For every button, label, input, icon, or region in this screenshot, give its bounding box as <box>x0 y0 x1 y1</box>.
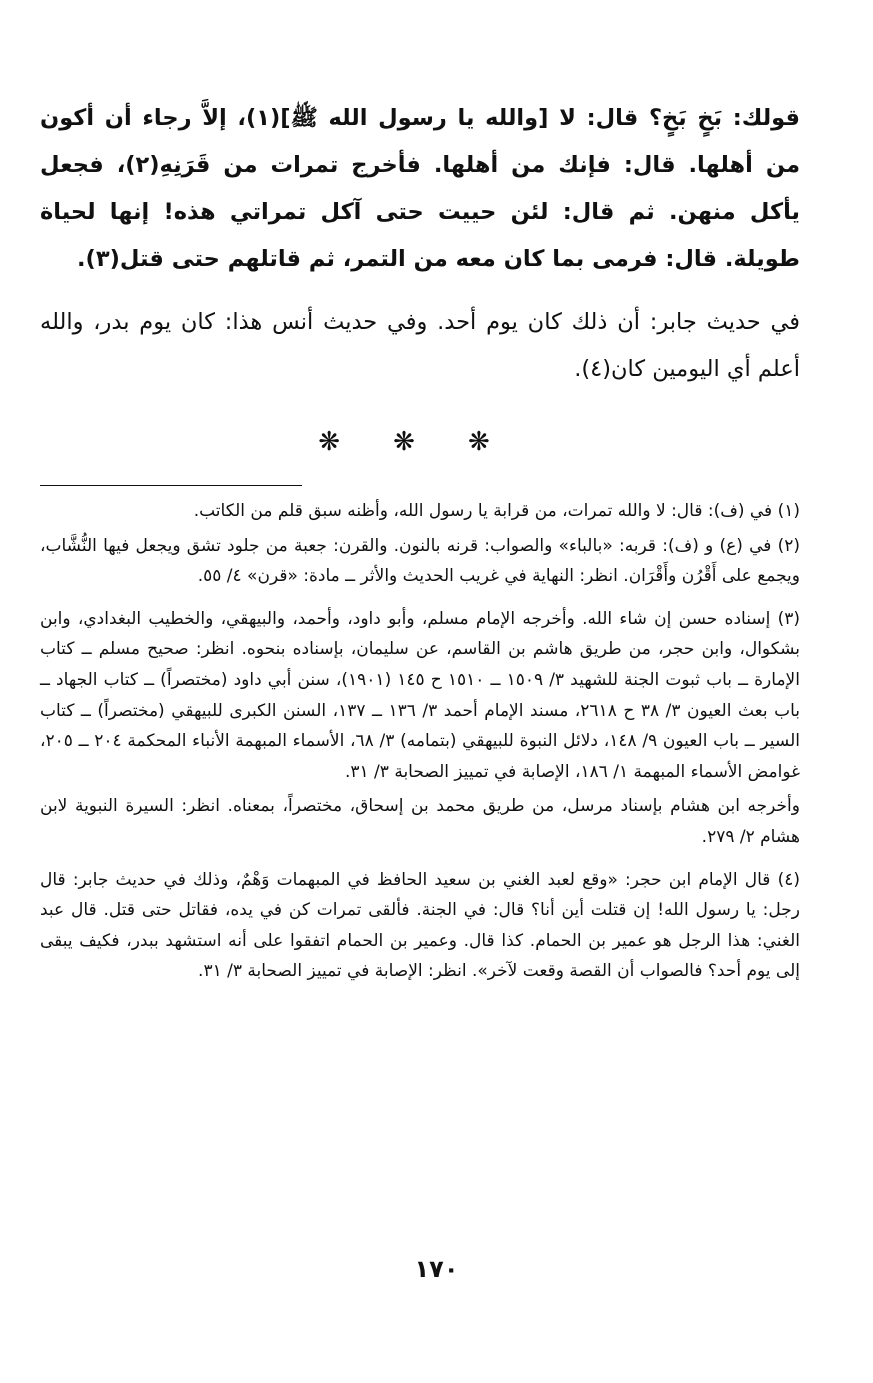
footnote-1: (١) في (ف): قال: لا والله تمرات، من قرابة يا رسول الله، وأظنه سبق قلم من الكاتب. <box>193 501 800 521</box>
footnotes <box>40 496 800 987</box>
footnote-4: (٤) قال الإمام ابن حجر: «وقع لعبد الغني بن سعيد الحافظ في المبهمات وَهْمٌ، وذلك في حديث جابر: قال رجل: يا رسول الله! إن قتلت أين أنا؟ قال: في الجنة. فألقى تمرات كن في يده، فقاتل حتى قتل. قال عبد الغني: هذا الرجل هو عمير بن الحمام. كذا قال. وعمير بن الحمام اتفقوا على أنه استشهد ببدر، فكيف يبقى إلى يوم أحد؟ فالصواب أن القصة وقعت لآخر». انظر: الإصابة في تمييز الصحابة ٣/ ٣١. <box>40 869 800 982</box>
main-paragraph-1: قولك: بَخٍ بَخٍ؟ قال: لا [والله يا رسول الله ﷺ](١)، إلاَّ رجاء أن أكون من أهلها. قال: فإنك من أهلها. فأخرج تمرات من قَرَنِهِ(٢)، فجعل يأكل منهن. ثم قال: لئن حييت حتى آكل تمراتي هذه! إنها لحياة طويلة. قال: فرمى بما كان معه من التمر، ثم قاتلهم حتى قتل(٣). <box>40 105 800 272</box>
footnote-2: (٢) في (ع) و (ف): قربه: «بالباء» والصواب: قرنه بالنون. والقرن: جعبة من جلود تشق ويجعل فيها النُّشَّاب، ويجمع على أَقْرُن وأَقْرَان. انظر: النهاية في غريب الحديث والأثر ــ مادة: «قرن» ٤/ ٥٥. <box>40 535 800 587</box>
main-text <box>40 95 800 393</box>
page-number: ١٧٠ <box>414 1255 459 1283</box>
section-separator: ❋ ❋ ❋ <box>318 427 512 457</box>
main-paragraph-2: في حديث جابر: أن ذلك كان يوم أحد. وفي حديث أنس هذا: كان يوم بدر، والله أعلم أي اليومين كان(٤). <box>40 309 800 382</box>
footnote-3: (٣) إسناده حسن إن شاء الله. وأخرجه الإمام مسلم، وأبو داود، وأحمد، والبيهقي، والخطيب البغدادي، وابن بشكوال، وابن حجر، من طريق هاشم بن القاسم، عن سليمان، بإسناده بنحوه. انظر: صحيح مسلم ــ كتاب الإمارة ــ باب ثبوت الجنة للشهيد ٣/ ١٥٠٩ ــ ١٥١٠ ح ١٤٥ (١٩٠١)، سنن أبي داود (مختصراً) ــ كتاب الجهاد ــ باب بعث العيون ٣/ ٣٨ ح ٢٦١٨، مسند الإمام أحمد ٣/ ١٣٦ ــ ١٣٧، السنن الكبرى للبيهقي (مختصراً) ــ كتاب السير ــ باب العيون ٩/ ١٤٨، دلائل النبوة للبيهقي (بتمامه) ٣/ ٦٨، الأسماء المبهمة الأنباء المحكمة ٢٠٤ ــ ٢٠٥، غوامض الأسماء المبهمة ١/ ١٨٦، الإصابة في تمييز الصحابة ٣/ ٣١. <box>40 608 800 782</box>
footnote-3-continuation: وأخرجه ابن هشام بإسناد مرسل، من طريق محمد بن إسحاق، مختصراً، بمعناه. انظر: السيرة النبوية لابن هشام ٢/ ٢٧٩. <box>40 796 800 847</box>
page-body <box>40 95 800 987</box>
footnote-divider <box>40 485 302 486</box>
